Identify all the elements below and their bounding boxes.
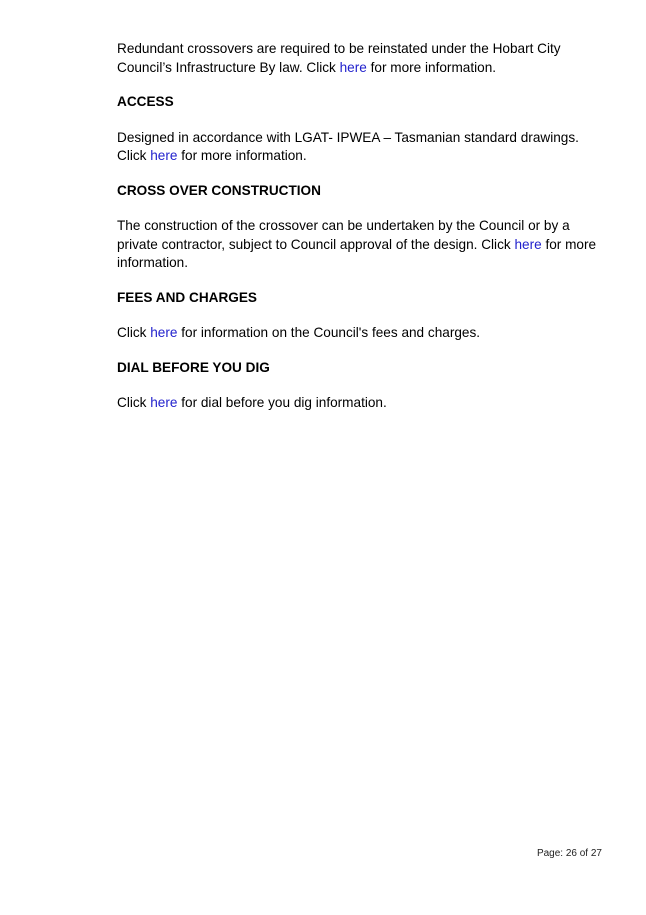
crossover-here-link[interactable]: here bbox=[514, 236, 542, 252]
access-paragraph bbox=[117, 129, 607, 166]
intro-text-start: Redundant crossovers are required to be reinstated under the Hobart City Council’s Infrastructure By law. Click bbox=[117, 41, 561, 75]
dial-paragraph bbox=[117, 394, 607, 413]
fees-heading: FEES AND CHARGES bbox=[117, 289, 257, 305]
access-here-link[interactable]: here bbox=[150, 148, 178, 163]
intro-text-end: for more information. bbox=[366, 59, 497, 75]
crossover-text-end: for more information. bbox=[117, 236, 597, 270]
access-text-start: Designed in accordance with LGAT- IPWEA – Tasmanian standard drawings. Click bbox=[117, 129, 579, 163]
intro-here-link[interactable]: here bbox=[339, 59, 367, 75]
crossover-paragraph bbox=[117, 217, 607, 273]
crossover-text-start: The construction of the crossover can be undertaken by the Council or by a private contractor, subject to Council approval of the design. Click bbox=[117, 218, 570, 252]
fees-paragraph bbox=[117, 324, 607, 343]
page-number: Page: 26 of 27 bbox=[536, 848, 602, 859]
intro-paragraph bbox=[117, 40, 607, 77]
dial-before-you-dig-heading: DIAL BEFORE YOU DIG bbox=[117, 359, 270, 375]
access-text-end: for more information. bbox=[177, 148, 307, 163]
fees-here-link[interactable]: here bbox=[150, 325, 178, 340]
crossover-construction-heading: CROSS OVER CONSTRUCTION bbox=[117, 182, 321, 198]
dial-text-start: Click bbox=[117, 395, 151, 410]
dial-text-end: for dial before you dig information. bbox=[177, 395, 387, 410]
dial-here-link[interactable]: here bbox=[150, 395, 178, 410]
fees-text-start: Click bbox=[117, 325, 151, 340]
access-heading: ACCESS bbox=[117, 94, 174, 109]
fees-text-end: for information on the Council's fees and charges. bbox=[177, 325, 481, 340]
document-page bbox=[117, 40, 607, 429]
